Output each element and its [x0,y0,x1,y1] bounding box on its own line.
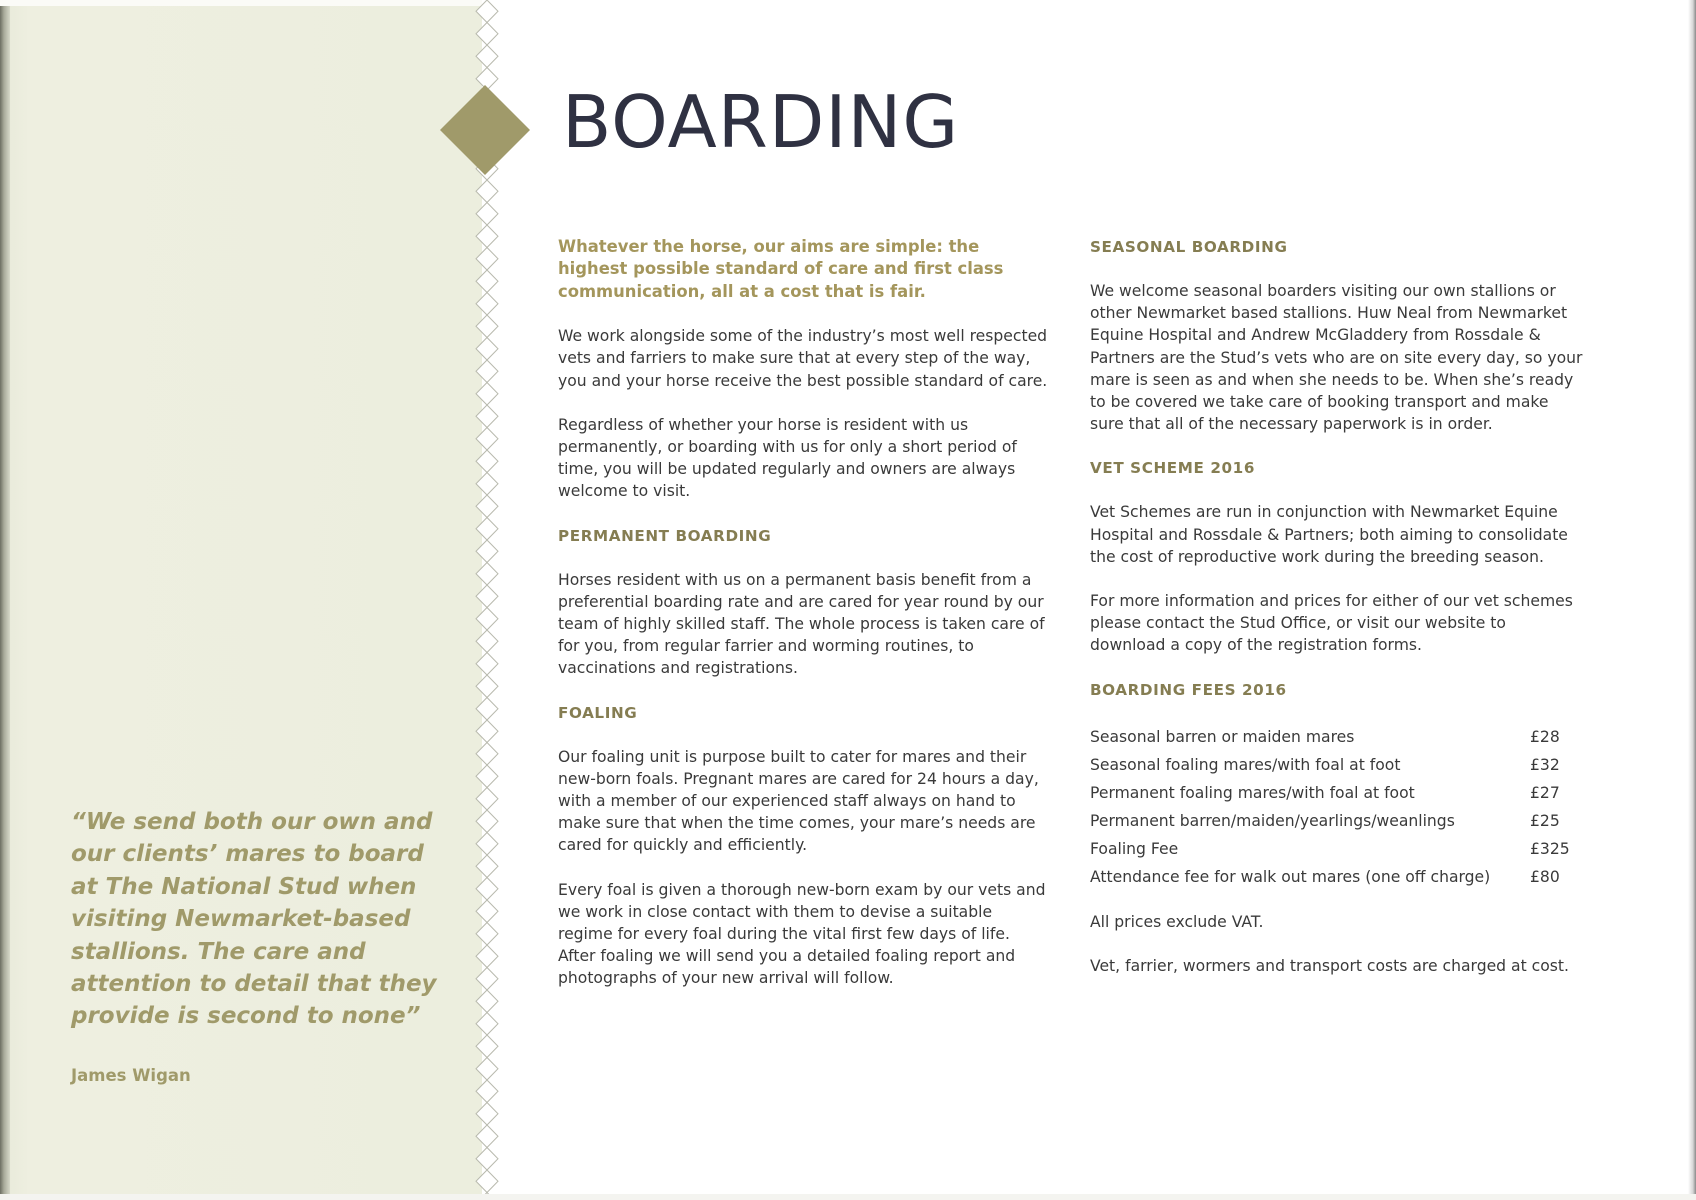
fee-price: £80 [1530,867,1560,886]
seasonal-boarding-heading: SEASONAL BOARDING [1090,238,1288,256]
border-diamond-shape [476,1125,498,1148]
boarding-fees-table [1090,723,1584,891]
border-diamond-shape [476,630,498,653]
intro-lead: Whatever the horse, our aims are simple: the highest possible standard of care and first class communication, all at a cost that is fair. [558,237,1004,301]
fee-label: Permanent foaling mares/with foal at foot [1090,783,1415,802]
seasonal-boarding-text: We welcome seasonal boarders visiting our own stallions or other Newmarket based stallions. Huw Neal from Newmarket Equine Hospital and Andrew McGladdery from Rossdale & Partners are the Stud’s vets who are on site every day, so your mare is seen as and when she needs to be. When she’s ready to be covered we take care of booking transport and make sure that all of the necessary paperwork is in order. [1090,282,1583,434]
border-diamond-shape [476,518,498,541]
fee-row [1090,723,1584,751]
vat-note: All prices exclude VAT. [1090,912,1264,931]
costs-note: Vet, farrier, wormers and transport costs are charged at cost. [1090,956,1569,975]
border-diamond-shape [476,450,498,473]
border-diamond-shape [476,923,498,946]
border-diamond-shape [476,720,498,743]
boarding-fees-heading: BOARDING FEES 2016 [1090,680,1287,699]
permanent-boarding-heading: PERMANENT BOARDING [558,526,772,545]
page-bottom-edge [0,1194,1696,1200]
fee-label: Seasonal barren or maiden mares [1090,727,1355,746]
diamond-border-decoration [474,0,500,1200]
border-diamond-shape [476,968,498,991]
book-spine-shadow [0,0,10,1200]
permanent-boarding-text: Horses resident with us on a permanent basis benefit from a preferential boarding rate and are cared for year round by our team of highly skilled staff. The whole process is taken care of for you, from regular farrier and worming routines, to vaccinations and registrations. [558,570,1045,678]
fee-price: £325 [1530,839,1570,858]
border-diamond-shape [476,608,498,631]
border-diamond-shape [476,878,498,901]
border-diamond-shape [476,0,498,23]
vet-scheme-contact-text: For more information and prices for either of our vet schemes please contact the Stud Office, or visit our website to download a copy of the registration forms. [1090,592,1573,655]
fee-label: Foaling Fee [1090,839,1179,858]
testimonial-author: James Wigan [71,1066,191,1085]
border-diamond-shape [476,1058,498,1081]
fee-row [1090,835,1584,863]
border-diamond-shape [476,1103,498,1126]
vet-scheme-heading: VET SCHEME 2016 [1090,459,1255,478]
border-diamond-shape [476,270,498,293]
border-diamond-shape [476,428,498,451]
fee-row [1090,863,1584,891]
border-diamond-shape [476,203,498,226]
border-diamond-shape [476,945,498,968]
border-diamond-shape [476,990,498,1013]
fee-row [1090,807,1584,835]
fee-price: £28 [1530,727,1560,746]
foaling-heading: FOALING [558,703,638,722]
border-diamond-shape [476,833,498,856]
left-text-column [558,236,1048,1012]
border-diamond-shape [476,225,498,248]
border-diamond-shape [476,1170,498,1193]
border-diamond-shape [476,675,498,698]
page-title: BOARDING [562,80,960,164]
border-diamond-shape [476,23,498,46]
fee-label: Attendance fee for walk out mares (one off charge) [1090,867,1491,886]
border-diamond-shape [476,1080,498,1103]
border-diamond-shape [476,45,498,68]
border-diamond-shape [476,563,498,586]
border-diamond-shape [476,653,498,676]
page-top-edge [0,0,482,6]
fee-row [1090,751,1584,779]
border-diamond-shape [476,293,498,316]
border-diamond-shape [476,788,498,811]
fee-label: Permanent barren/maiden/yearlings/weanlings [1090,811,1455,830]
border-diamond-shape [476,248,498,271]
border-diamond-shape [476,743,498,766]
border-diamond-shape [476,495,498,518]
page-right-edge [1688,0,1696,1200]
border-diamond-shape [476,855,498,878]
border-diamond-shape [476,360,498,383]
fee-price: £25 [1530,811,1560,830]
fee-price: £27 [1530,783,1560,802]
intro-paragraph-vets: We work alongside some of the industry’s most well respected vets and farriers to make sure that at every step of the way, you and your horse receive the best possible standard of care. [558,327,1048,390]
border-diamond-shape [476,810,498,833]
border-diamond-shape [476,405,498,428]
testimonial-quote: “We send both our own and our clients’ mares to board at The National Stud when visiting Newmarket-based stallions. The care and attention to detail that they provide is second to none” [71,809,437,1030]
border-diamond-shape [476,765,498,788]
quote-panel [0,0,482,1200]
border-diamond-shape [476,473,498,496]
border-diamond-shape [476,383,498,406]
border-diamond-shape [476,698,498,721]
border-diamond-shape [476,338,498,361]
border-diamond-shape [476,900,498,923]
fee-row [1090,779,1584,807]
border-diamond-shape [476,1148,498,1171]
foaling-text-unit: Our foaling unit is purpose built to cater for mares and their new-born foals. Pregnant mares are cared for 24 hours a day, with a member of our experienced staff always on hand to make sure that when the time comes, your mare’s needs are cared for quickly and efficiently. [558,747,1039,855]
border-diamond-shape [476,315,498,338]
fee-label: Seasonal foaling mares/with foal at foot [1090,755,1401,774]
border-diamond-shape [476,180,498,203]
intro-paragraph-updates: Regardless of whether your horse is resident with us permanently, or boarding with us for only a short period of time, you will be updated regularly and owners are always welcome to visit. [558,415,1017,501]
border-diamond-shape [476,585,498,608]
foaling-text-exam: Every foal is given a thorough new-born exam by our vets and we work in close contact with them to devise a suitable regime for every foal during the vital first few days of life. After foaling we will send you a detailed foaling report and photographs of your new arrival will follow. [558,880,1046,988]
vet-scheme-text: Vet Schemes are run in conjunction with Newmarket Equine Hospital and Rossdale & Partners; both aiming to consolidate the cost of reproductive work during the breeding season. [1090,503,1568,566]
fee-price: £32 [1530,755,1560,774]
border-diamond-shape [476,1013,498,1036]
right-text-column [1090,236,1584,999]
border-diamond-shape [476,1035,498,1058]
border-diamond-shape [476,540,498,563]
gold-diamond-icon [440,85,530,175]
